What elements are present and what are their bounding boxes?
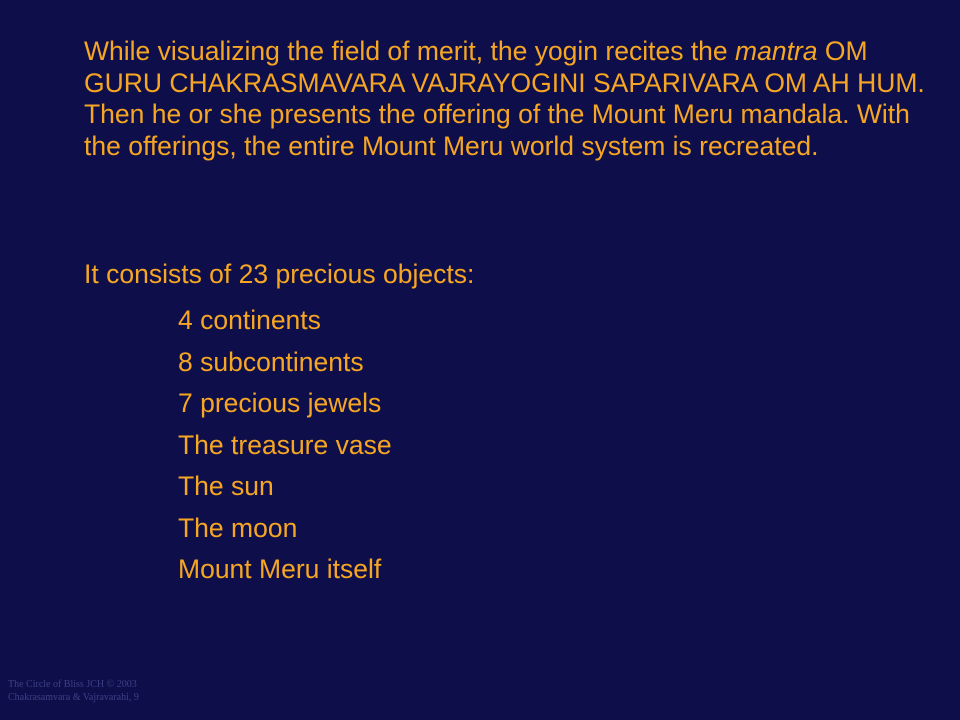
slide-footer [8,678,139,704]
paragraph-text-2: OM GURU CHAKRASMAVARA VAJRAYOGINI SAPARIVARA OM AH HUM. Then he or she presents the offering of the Mount Meru mandala. With the offerings, the entire Mount Meru world system is recreated. [84,36,925,161]
list-item: 8 subcontinents [178,346,364,377]
intro-paragraph [84,36,944,162]
list-heading: It consists of 23 precious objects: [84,259,475,289]
list-item: Mount Meru itself [178,554,382,584]
mantra-word: mantra [735,36,818,66]
precious-objects-list [178,300,392,591]
list-item: 4 continents [178,305,321,335]
list-item: The sun [178,471,274,501]
footer-copyright: The Circle of Bliss JCH © 2003 [8,679,137,690]
list-item: The treasure vase [178,429,392,460]
footer-slide-number: Chakrasamvara & Vajravarahi, 9 [8,692,139,703]
list-item: 7 precious jewels [178,388,382,418]
paragraph-text-1: While visualizing the field of merit, the yogin recites the [84,36,736,66]
list-item: The moon [178,512,298,543]
